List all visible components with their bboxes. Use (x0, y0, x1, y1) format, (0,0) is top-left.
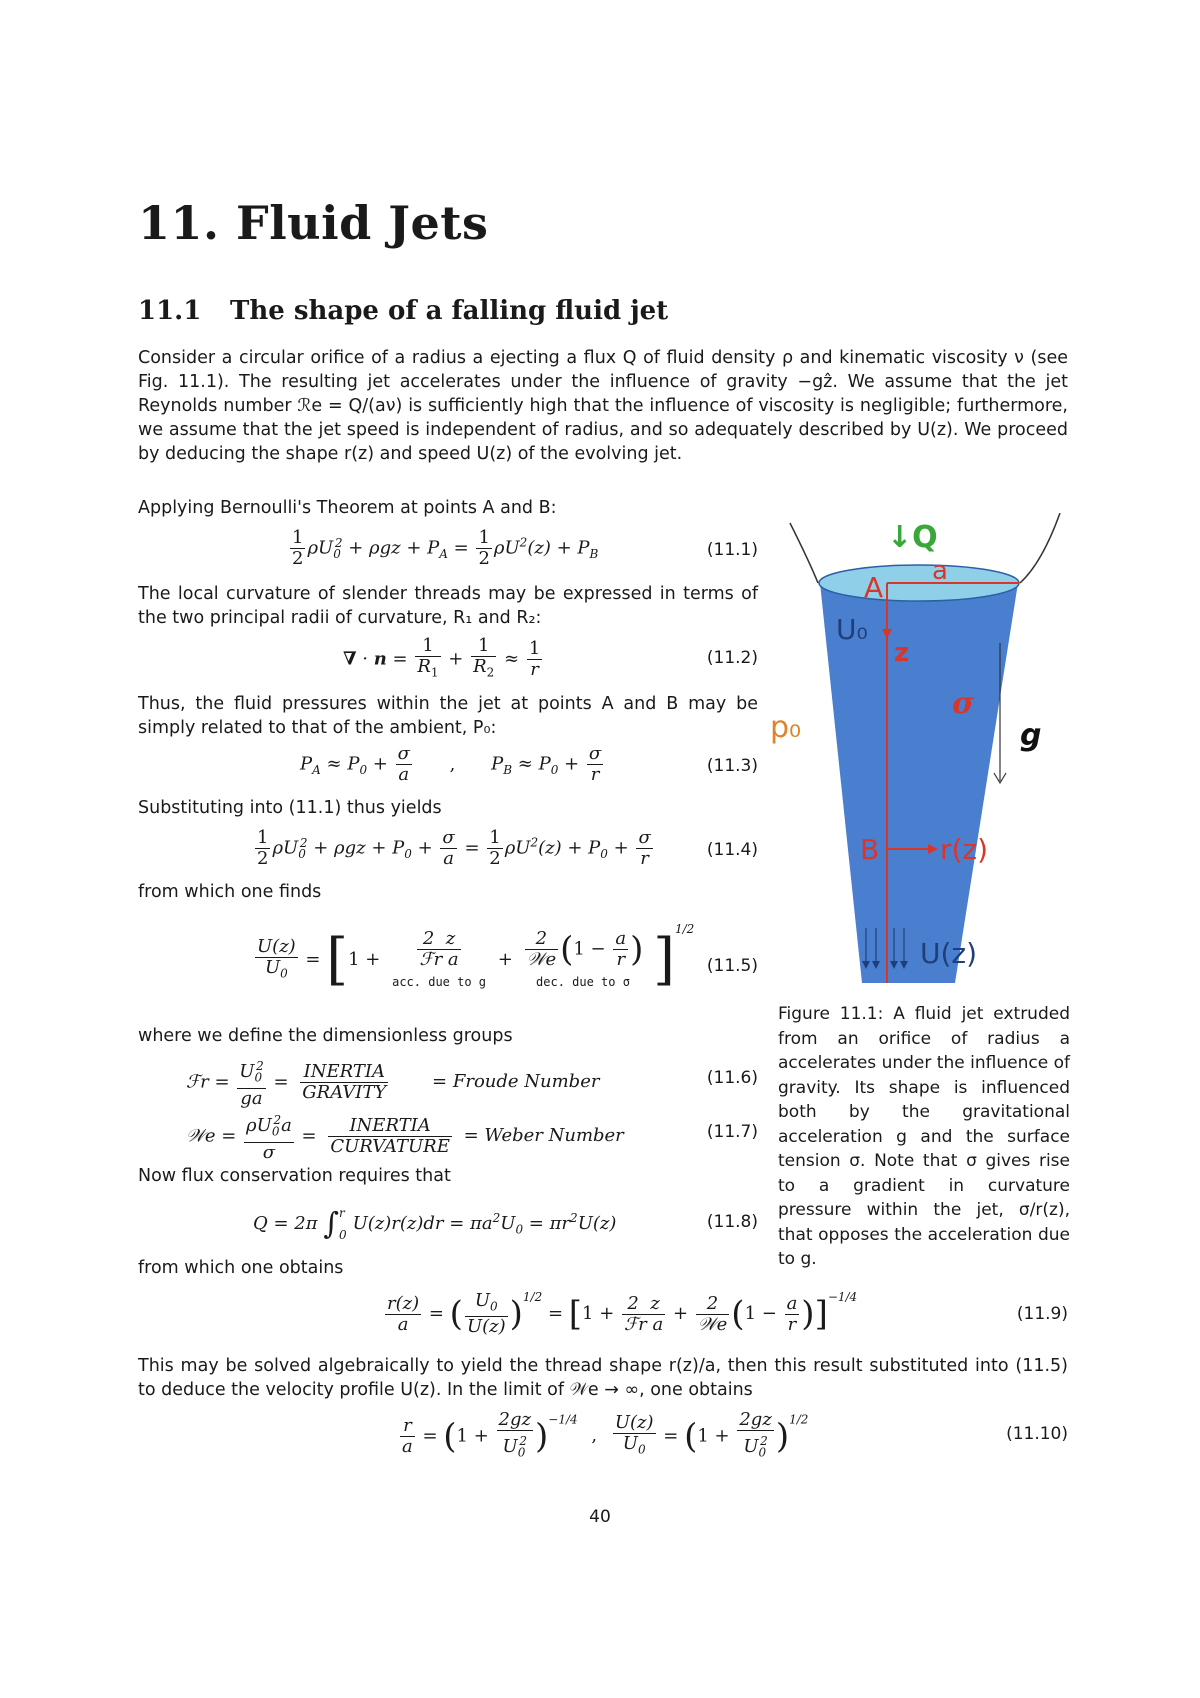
equation-number: (11.10) (1006, 1424, 1068, 1444)
flux-text: Now flux conservation requires that (138, 1166, 451, 1186)
equation-number: (11.6) (706, 1068, 758, 1088)
equation-number: (11.9) (1016, 1304, 1068, 1324)
solved-text: This may be solved algebraically to yield the thread shape r(z)/a, then this result substituted into (11.5) to deduce the velocity profile U(z). In the limit of 𝒲e → ∞, one obtains (138, 1356, 1068, 1400)
froude-name: = Froude Number (432, 1071, 600, 1093)
equation-11-5 (138, 916, 758, 1016)
intro-paragraph: Consider a circular orifice of a radius a ejecting a flux Q of fluid density ρ and kinematic viscosity ν (see Fig. 11.1). The resulting jet accelerates under the influence of gravity −gẑ. We assume that the jet Reynolds number ℛe = Q/(aν) is sufficiently high that the influence of viscosity is negligible; furthermore, we assume that the jet speed is independent of radius, and so adequately described by U(z). We proceed by deducing the shape r(z) and speed U(z) of the evolving jet. (138, 348, 1068, 464)
equation-number: (11.5) (706, 956, 758, 976)
equation-11-6-body: ℱr = $\frac{U_0^2}{ga}$ = $\frac{\text{INERTIA}}{\text{GRAVITY}}$ = Froude Number (186, 1056, 599, 1109)
equation-11-4 (138, 828, 758, 878)
substituting-text: Substituting into (11.1) thus yields (138, 798, 442, 818)
pressures-text: Thus, the fluid pressures within the jet at points A and B may be simply related to that of the ambient, P₀: (138, 694, 758, 738)
label-Uz: U(z) (920, 937, 978, 970)
equation-11-2 (138, 636, 758, 686)
section-heading: The shape of a falling fluid jet (230, 296, 669, 326)
section-title (138, 296, 668, 326)
page-number: 40 (589, 1507, 611, 1527)
equation-number: (11.3) (706, 756, 758, 776)
equation-number: (11.4) (706, 840, 758, 860)
curvature-label: CURVATURE (330, 1135, 450, 1157)
equation-11-10-body: $\frac{r}{a}$ = (1 + $\frac{2gz}{U_0^2}$ )$^{-1/4}$ , $\frac{U(z)}{U_0}$ = (1 + $\frac{2gz}{U_0^2}$ )$^{1/2}$ (402, 1409, 809, 1460)
define-text: where we define the dimensionless groups (138, 1026, 513, 1046)
equation-number: (11.1) (706, 540, 758, 560)
label-U0: U₀ (836, 613, 868, 646)
gravity-label: GRAVITY (302, 1081, 387, 1103)
orifice-wall-left (790, 523, 818, 583)
obtains-text: from which one obtains (138, 1258, 344, 1278)
equation-11-1 (138, 528, 758, 578)
equation-11-2-body: ∇ · n = $\frac{1}{R_1}$ + $\frac{1}{R_2}$ ≈ $\frac{1}{r}$ (343, 635, 541, 680)
figure-caption: Figure 11.1: A fluid jet extruded from an orifice of radius a accelerates under the influence of gravity. Its shape is influenced both by the gravitational acceleration g and the surface tension σ. Note that σ gives rise to a gradient in curvature pressure within the jet, σ/r(z), that opposes the acceleration due to g. (778, 1004, 1070, 1269)
weber-name: = Weber Number (463, 1125, 624, 1147)
equation-11-9-body: $\frac{r(z)}{a}$ = ( $\frac{U_0}{U(z)}$ )$^{1/2}$ = [1 + $\frac{2 z}{\text{ℱr a}}$ + $\frac{2}{\text{𝒲e}}$ (1 − $\frac{a}{r}$ )]$^{-1/4}$ (387, 1289, 858, 1338)
chapter-title: 11. Fluid Jets (138, 196, 489, 250)
equation-11-10 (138, 1410, 1068, 1468)
equation-11-1-body: $\frac{1}{2}$ $\rho U_0^2 + \rho gz + P_A$ = $\frac{1}{2}$ $\rho U^2(z) + P_B$ (292, 527, 599, 569)
label-A: A (864, 571, 884, 604)
label-sigma: σ (952, 686, 975, 721)
curvature-text: The local curvature of slender threads may be expressed in terms of the two principal radii of curvature, R₁ and R₂: (138, 584, 758, 628)
equation-11-9 (138, 1290, 1068, 1348)
inertia-label: INERTIA (328, 1116, 452, 1137)
bernoulli-text: Applying Bernoulli's Theorem at points A and B: (138, 498, 557, 518)
equation-11-8 (138, 1200, 758, 1250)
equation-11-6 (138, 1056, 758, 1109)
equation-11-7-body: 𝒲e = $\frac{\rho U_0^2a}{\sigma}$ = $\frac{\text{INERTIA}}{\text{CURVATURE}}$ = Weber Number (186, 1110, 624, 1163)
equation-11-4-body: $\frac{1}{2}$ $\rho U_0^2 + \rho gz + P_0$ + $\frac{\sigma}{a}$ = $\frac{1}{2}$ $\rho U^2(z) + P_0$ + $\frac{\sigma}{r}$ (257, 827, 651, 869)
section-number: 11.1 (138, 296, 202, 326)
equation-number: (11.2) (706, 648, 758, 668)
equation-number: (11.7) (706, 1122, 758, 1142)
label-g: g (1020, 718, 1042, 753)
label-a: a (932, 556, 948, 586)
label-dec-due-to-sigma: dec. due to σ (536, 975, 630, 989)
label-acc-due-to-g: acc. due to g (392, 975, 487, 989)
equation-11-3-body: $P_A \approx P_0$ + $\frac{\sigma}{a}$ , $P_B \approx P_0$ + $\frac{\sigma}{r}$ (300, 743, 602, 785)
label-rz: r(z) (940, 833, 989, 866)
equation-11-8-body: Q = 2π ∫r $0U(z)r(z)dr = \pi a^2U_0 = \pi r^2U(z)$ (253, 1206, 617, 1242)
label-Q: ↓Q (887, 520, 938, 555)
equation-11-7 (138, 1110, 758, 1163)
equation-separator: , (449, 753, 456, 775)
equation-number: (11.8) (706, 1212, 758, 1232)
label-z: z (894, 638, 910, 668)
label-B: B (860, 833, 880, 866)
fluid-jet-figure (770, 513, 1070, 993)
orifice-wall-right (1020, 513, 1060, 583)
inertia-label: INERTIA (300, 1062, 388, 1083)
equation-11-5-body: $\frac{U(z)}{U_0}$ = [1 + $\frac{2 z}{\text{ℱr a}}$ acc. due to g + $\frac{2}{\text{𝒲e}}$ (1 − $\frac{a}{r}$ ) dec. due to σ ]$^{1/2}$ (257, 922, 695, 992)
equation-11-3 (138, 744, 758, 794)
label-p0: p₀ (770, 710, 802, 745)
finds-text: from which one finds (138, 882, 322, 902)
